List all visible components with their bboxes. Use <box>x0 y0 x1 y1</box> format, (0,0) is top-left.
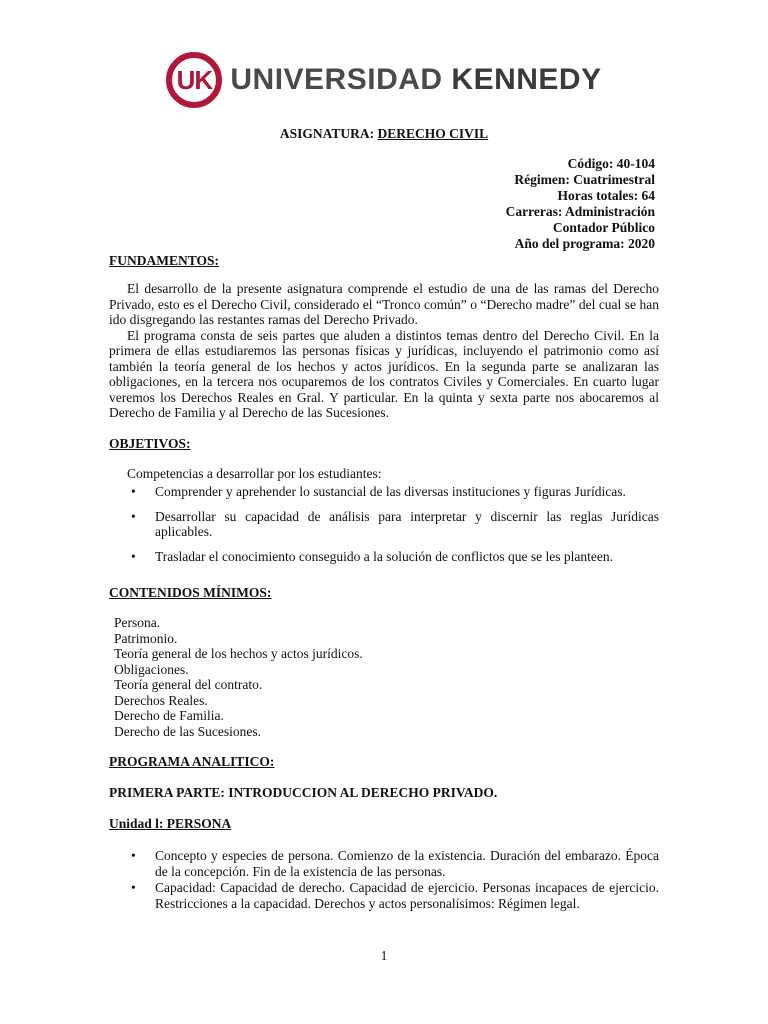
page-number: 1 <box>380 948 388 963</box>
meta-regimen: Régimen: Cuatrimestral <box>514 172 655 187</box>
list-item: • Comprender y aprehender lo sustancial de las diversas instituciones y figuras Jurídicas. <box>131 484 626 499</box>
title-subject: DERECHO CIVIL <box>377 126 489 141</box>
bullet-icon: • <box>131 880 136 895</box>
fundamentos-paragraph-2: El programa consta de seis partes que aluden a distintos temas dentro del Derecho Civil. En la primera de ellas estudiaremos las personas físicas y jurídicas, incluyendo el patrimonio como así también la teoría general de los hechos y actos jurídicos. En la segunda parte se analizaran las obligaciones, en la tercera nos ocuparemos de los contratos Civiles y Comerciales. En cuarto lugar veremos los Derechos Reales en Gral. Y particular. En la quinta y sexta parte nos abocaremos al Derecho de Familia y al Derecho de las Sucesiones. <box>109 327 659 420</box>
bullet-icon: • <box>131 548 136 564</box>
meta-carreras-2: Contador Público <box>552 220 655 235</box>
unidad-1-list <box>127 848 659 911</box>
bullet-icon: • <box>131 848 136 863</box>
university-logo <box>0 48 768 112</box>
course-meta <box>506 156 655 252</box>
meta-codigo: Código: 40-104 <box>567 156 655 171</box>
bullet-icon: • <box>131 508 136 524</box>
logo-word-kennedy: KENNEDY <box>451 63 602 96</box>
list-item: Obligaciones. <box>114 661 189 677</box>
primera-parte-heading: PRIMERA PARTE: INTRODUCCION AL DERECHO PRIVADO. <box>109 785 498 800</box>
objetivos-intro: Competencias a desarrollar por los estudiantes: <box>127 466 382 481</box>
list-item: • Trasladar el conocimiento conseguido a la solución de conflictos que se les planteen. <box>131 548 613 564</box>
list-item: • Desarrollar su capacidad de análisis para interpretar y discernir las reglas Jurídicas aplicables. <box>131 508 659 539</box>
logo-word-universidad: UNIVERSIDAD <box>230 63 443 96</box>
meta-carreras: Carreras: Administración <box>505 204 655 219</box>
list-item: Derechos Reales. <box>114 692 208 708</box>
objetivos-list <box>127 484 659 564</box>
unidad-1-heading: Unidad l: PERSONA <box>109 816 232 831</box>
uk-logo-mark <box>166 52 222 108</box>
list-item: Persona. <box>114 615 161 630</box>
meta-horas: Horas totales: 64 <box>557 188 655 203</box>
document-title <box>0 126 768 142</box>
objetivos-heading: OBJETIVOS: <box>109 436 191 451</box>
contenidos-list <box>114 615 363 739</box>
contenidos-heading: CONTENIDOS MÍNIMOS: <box>109 585 272 600</box>
list-item: Derecho de las Sucesiones. <box>114 723 261 739</box>
title-label: ASIGNATURA: <box>279 126 375 141</box>
meta-anio: Año del programa: 2020 <box>514 236 655 251</box>
list-item: • Capacidad: Capacidad de derecho. Capacidad de ejercicio. Personas incapaces de ejercicio. Restricciones a la capacidad. Derechos y actos personalísimos: Régimen legal. <box>131 880 659 911</box>
list-item: • Concepto y especies de persona. Comienzo de la existencia. Duración del embarazo. Época de la concepción. Fin de la existencia de las personas. <box>131 848 659 879</box>
list-item: Derecho de Familia. <box>114 708 224 723</box>
logo-mark-text: UK <box>176 64 213 95</box>
fundamentos-paragraph-1: El desarrollo de la presente asignatura comprende el estudio de una de las ramas del Derecho Privado, esto es el Derecho Civil, considerado el “Tronco común” o “Derecho madre” del cual se han ido disgregando las restantes ramas del Derecho Privado. <box>109 281 659 327</box>
bullet-icon: • <box>131 484 136 499</box>
list-item: Teoría general de los hechos y actos jurídicos. <box>114 646 363 661</box>
logo-wordmark <box>230 63 601 97</box>
list-item: Teoría general del contrato. <box>114 677 263 692</box>
fundamentos-text <box>109 281 659 421</box>
fundamentos-heading: FUNDAMENTOS: <box>109 253 220 268</box>
programa-heading: PROGRAMA ANALITICO: <box>109 754 275 769</box>
list-item: Patrimonio. <box>114 630 178 646</box>
